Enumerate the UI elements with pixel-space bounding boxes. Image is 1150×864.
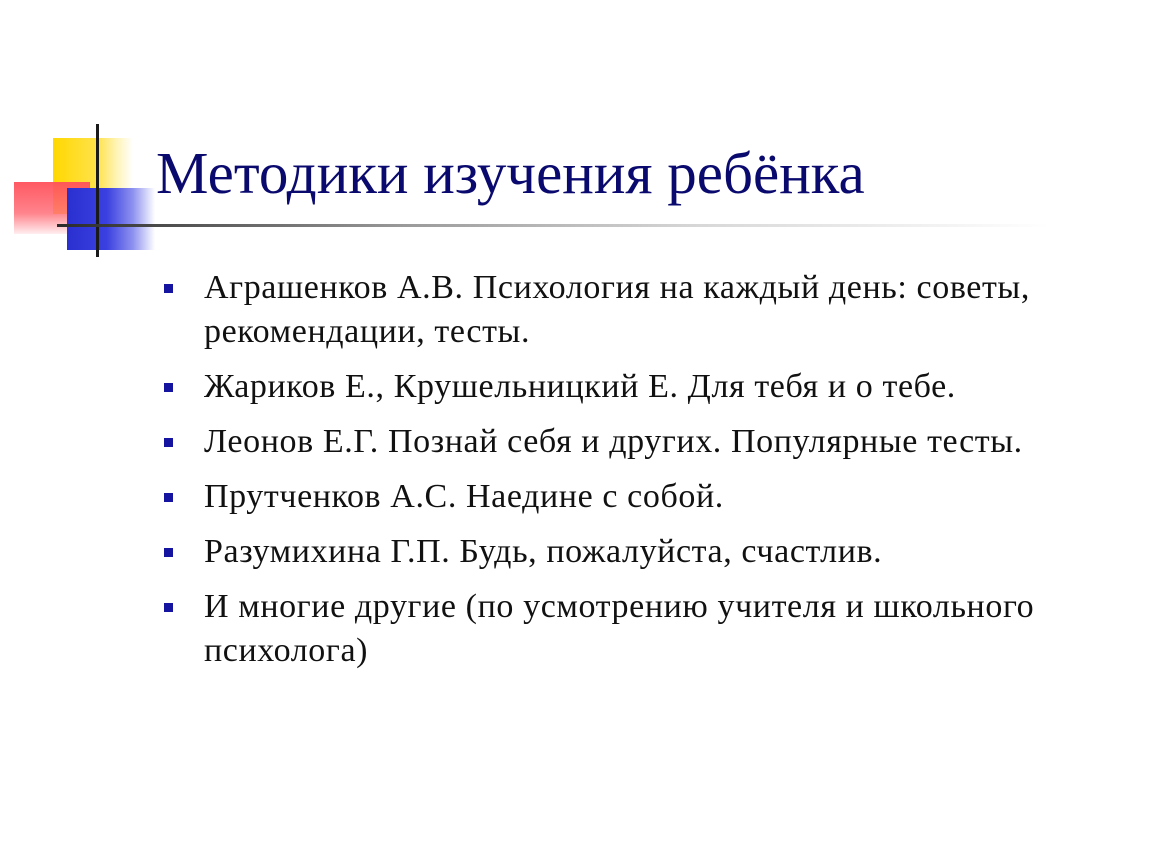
list-item-text: Леонов Е.Г. Познай себя и других. Популярные тесты. bbox=[204, 423, 1023, 460]
vertical-divider-line bbox=[96, 124, 99, 257]
square-bullet-icon bbox=[164, 284, 173, 293]
blue-square-shape bbox=[67, 188, 155, 250]
list-item bbox=[160, 420, 1120, 464]
square-bullet-icon bbox=[164, 548, 173, 557]
title-underline bbox=[57, 224, 1050, 227]
list-item bbox=[160, 266, 1120, 354]
list-item-text: Разумихина Г.П. Будь, пожалуйста, счастлив. bbox=[204, 533, 883, 570]
square-bullet-icon bbox=[164, 493, 173, 502]
square-bullet-icon bbox=[164, 383, 173, 392]
list-item bbox=[160, 365, 1120, 409]
list-item bbox=[160, 530, 1120, 574]
square-bullet-icon bbox=[164, 438, 173, 447]
decorative-squares-logo bbox=[0, 0, 170, 270]
list-item-text: И многие другие (по усмотрению учителя и школьного психолога) bbox=[204, 588, 1035, 669]
square-bullet-icon bbox=[164, 603, 173, 612]
list-item-text: Жариков Е., Крушельницкий Е. Для тебя и о тебе. bbox=[204, 368, 956, 405]
list-item-text: Аграшенков А.В. Психология на каждый день: советы, рекомендации, тесты. bbox=[204, 269, 1030, 350]
slide-title: Методики изучения ребёнка bbox=[156, 140, 865, 206]
list-item bbox=[160, 475, 1120, 519]
bullet-list bbox=[160, 266, 1120, 684]
list-item bbox=[160, 585, 1120, 673]
list-item-text: Прутченков А.С. Наедине с собой. bbox=[204, 478, 724, 515]
